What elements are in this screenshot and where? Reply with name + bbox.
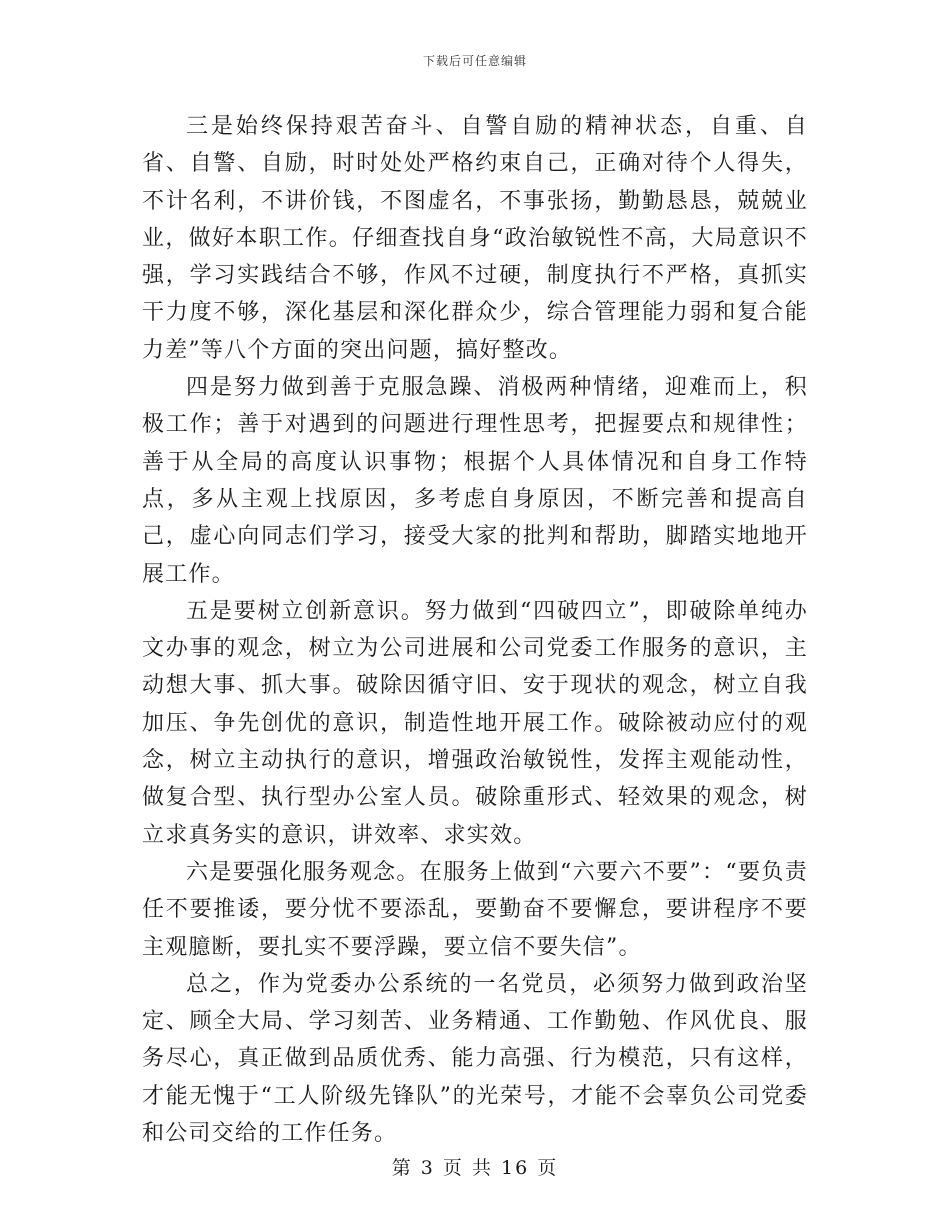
footer-middle: 页 共	[442, 1157, 493, 1179]
page-header-note: 下载后可任意编辑	[422, 54, 527, 68]
footer-prefix: 第	[391, 1157, 413, 1179]
paragraph-five: 五是要树立创新意识。努力做到“四破四立”，即破除单纯办文办事的观念，树立为公司进展和公司党委工作服务的意识，主动想大事、抓大事。破除因循守旧、安于现状的观念，树立自我加压、争先创优的意识，制造性地开展工作。破除被动应付的观念，树立主动执行的意识，增强政治敏锐性，发挥主观能动性，做复合型、执行型办公室人员。破除重形式、轻效果的观念，树立求真务实的意识，讲效率、求实效。	[142, 598, 808, 848]
footer-current-page: 3	[420, 1157, 435, 1179]
paragraph-six: 六是要强化服务观念。在服务上做到“六要六不要”：“要负责任不要推诿，要分忧不要添乱，要勤奋不要懈怠，要讲程序不要主观臆断，要扎实不要浮躁，要立信不要失信”。	[142, 859, 808, 960]
page-number-footer	[0, 1153, 950, 1180]
footer-suffix: 页	[537, 1157, 559, 1179]
document-body	[142, 108, 808, 1152]
footer-total-pages: 16	[501, 1157, 530, 1179]
paragraph-three: 三是始终保持艰苦奋斗、自警自励的精神状态，自重、自省、自警、自励，时时处处严格约束自己，正确对待个人得失，不计名利，不讲价钱，不图虚名，不事张扬，勤勤恳恳，兢兢业业，做好本职工作。仔细查找自身“政治敏锐性不高，大局意识不强，学习实践结合不够，作风不过硬，制度执行不严格，真抓实干力度不够，深化基层和深化群众少，综合管理能力弱和复合能力差”等八个方面的突出问题，搞好整改。	[142, 114, 808, 363]
paragraph-four: 四是努力做到善于克服急躁、消极两种情绪，迎难而上，积极工作；善于对遇到的问题进行理性思考，把握要点和规律性；善于从全局的高度认识事物；根据个人具体情况和自身工作特点，多从主观上找原因，多考虑自身原因，不断完善和提高自己，虚心向同志们学习，接受大家的批判和帮助，脚踏实地地开展工作。	[142, 375, 808, 587]
paragraph-conclusion: 总之，作为党委办公系统的一名党员，必须努力做到政治坚定、顾全大局、学习刻苦、业务精通、工作勤勉、作风优良、服务尽心，真正做到品质优秀、能力高强、行为模范，只有这样，才能无愧于“工人阶级先锋队”的光荣号，才能不会辜负公司党委和公司交给的工作任务。	[142, 971, 808, 1147]
